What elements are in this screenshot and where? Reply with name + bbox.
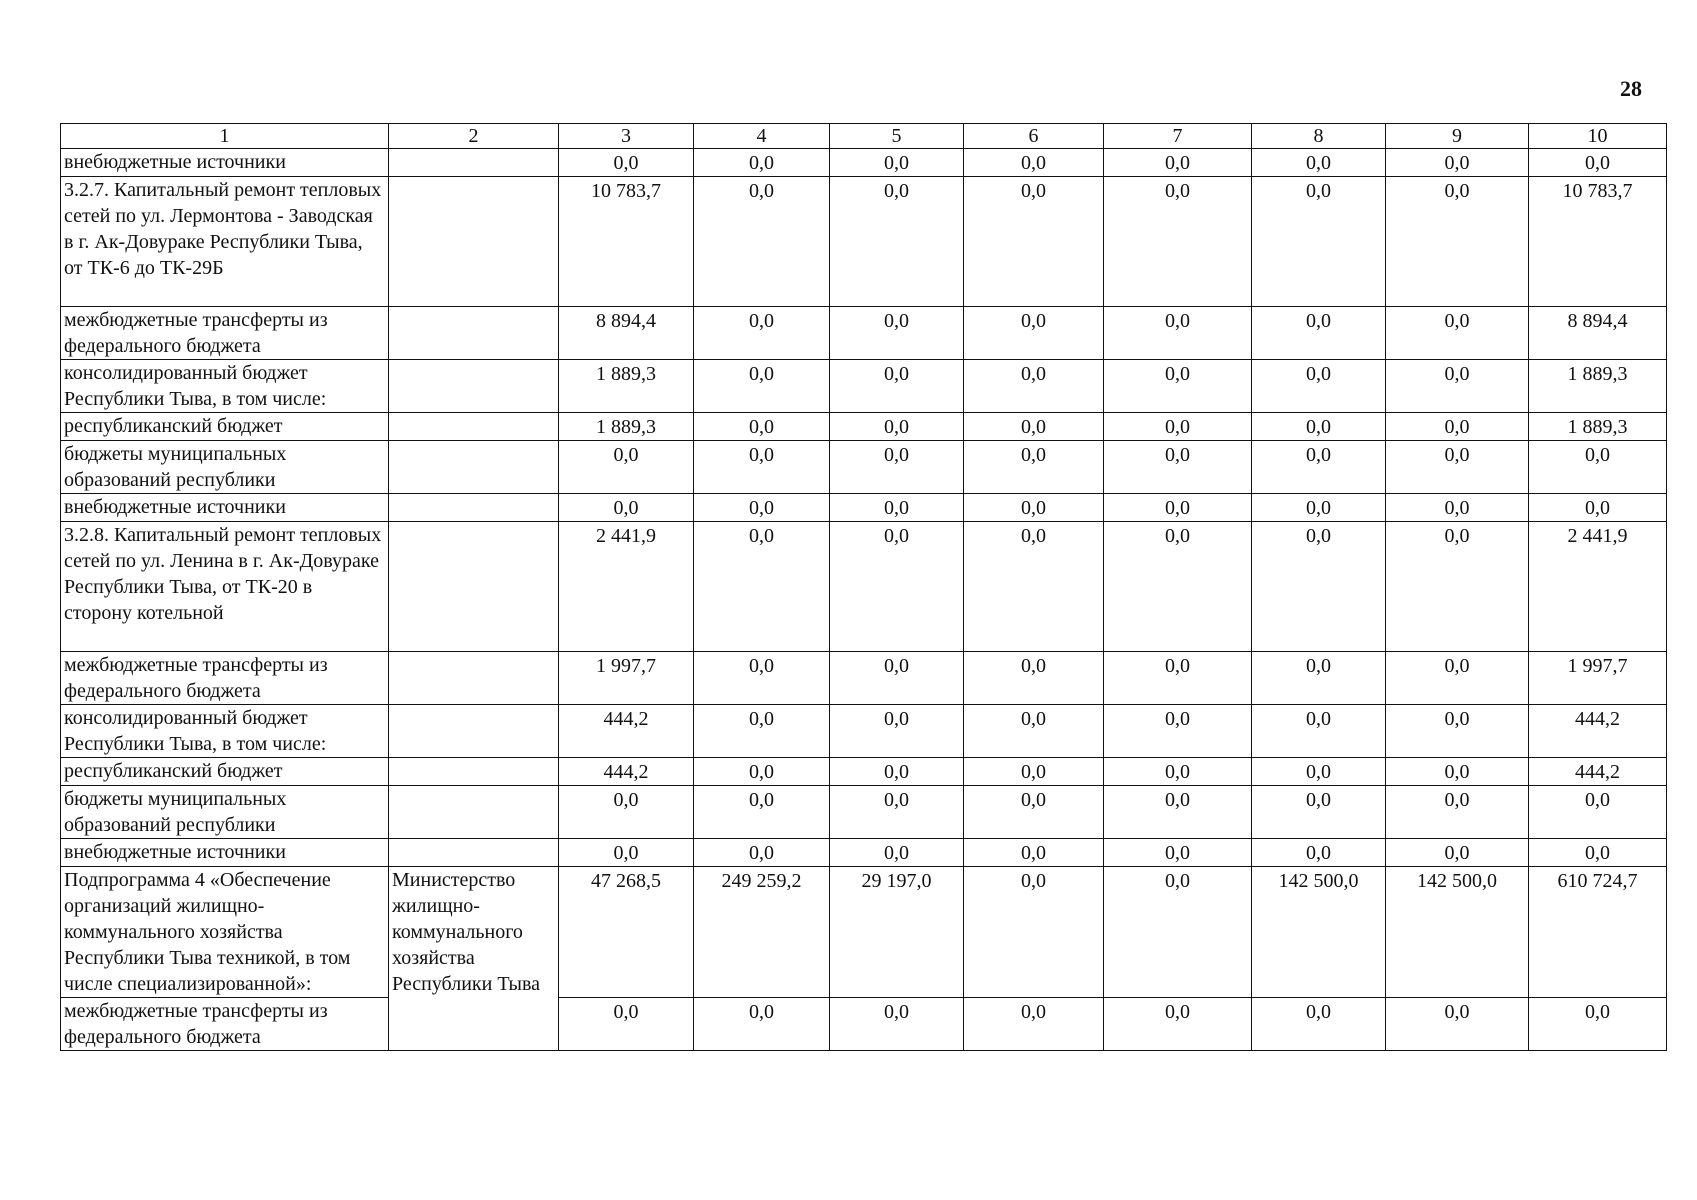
value-cell: 0,0 <box>1386 360 1529 413</box>
value-cell: 0,0 <box>1104 307 1252 360</box>
value-cell: 0,0 <box>559 494 694 522</box>
value-cell: 0,0 <box>1252 149 1386 177</box>
value-cell: 0,0 <box>1104 867 1252 998</box>
header-row <box>61 124 1667 149</box>
value-cell: 0,0 <box>964 867 1104 998</box>
value-cell: 0,0 <box>1252 360 1386 413</box>
column-header: 10 <box>1529 124 1667 149</box>
column-header: 7 <box>1104 124 1252 149</box>
page-number: 28 <box>1620 76 1642 101</box>
value-cell: 0,0 <box>1104 705 1252 758</box>
value-cell: 0,0 <box>830 413 964 441</box>
value-cell: 0,0 <box>1104 522 1252 652</box>
value-cell: 0,0 <box>1104 494 1252 522</box>
empty-cell <box>389 307 559 360</box>
value-cell: 0,0 <box>1386 652 1529 705</box>
value-cell: 0,0 <box>1252 494 1386 522</box>
table-row <box>61 786 1667 839</box>
value-cell: 0,0 <box>830 522 964 652</box>
empty-cell <box>389 705 559 758</box>
empty-cell <box>389 758 559 786</box>
table-row <box>61 307 1667 360</box>
value-cell: 0,0 <box>830 494 964 522</box>
value-cell: 0,0 <box>1529 839 1667 867</box>
value-cell: 0,0 <box>1104 441 1252 494</box>
table-row <box>61 441 1667 494</box>
value-cell: 0,0 <box>830 441 964 494</box>
value-cell: 0,0 <box>1252 307 1386 360</box>
row-label: республиканский бюджет <box>61 758 389 786</box>
row-label: бюджеты муниципальных образований республики <box>61 441 389 494</box>
value-cell: 142 500,0 <box>1252 867 1386 998</box>
empty-cell <box>389 522 559 652</box>
budget-table <box>60 123 1667 1051</box>
empty-cell <box>389 149 559 177</box>
value-cell: 0,0 <box>1252 177 1386 307</box>
value-cell: 0,0 <box>694 441 830 494</box>
empty-cell <box>389 360 559 413</box>
table-row <box>61 652 1667 705</box>
value-cell: 29 197,0 <box>830 867 964 998</box>
value-cell: 0,0 <box>1252 652 1386 705</box>
value-cell: 0,0 <box>694 149 830 177</box>
value-cell: 0,0 <box>694 494 830 522</box>
row-label: республиканский бюджет <box>61 413 389 441</box>
value-cell: 0,0 <box>964 360 1104 413</box>
value-cell: 0,0 <box>694 652 830 705</box>
value-cell: 1 889,3 <box>559 413 694 441</box>
value-cell: 0,0 <box>1386 307 1529 360</box>
row-label: внебюджетные источники <box>61 494 389 522</box>
value-cell: 0,0 <box>559 839 694 867</box>
value-cell: 0,0 <box>694 705 830 758</box>
value-cell: 0,0 <box>694 522 830 652</box>
value-cell: 0,0 <box>964 839 1104 867</box>
row-label: внебюджетные источники <box>61 149 389 177</box>
value-cell: 0,0 <box>964 413 1104 441</box>
value-cell: 0,0 <box>1386 177 1529 307</box>
value-cell: 0,0 <box>964 307 1104 360</box>
value-cell: 444,2 <box>1529 758 1667 786</box>
empty-cell <box>389 786 559 839</box>
value-cell: 0,0 <box>964 652 1104 705</box>
responsible-executor: Министерство жилищно-коммунального хозяйства Республики Тыва <box>389 867 559 1051</box>
value-cell: 444,2 <box>559 758 694 786</box>
value-cell: 444,2 <box>1529 705 1667 758</box>
empty-cell <box>389 652 559 705</box>
value-cell: 0,0 <box>830 307 964 360</box>
value-cell: 0,0 <box>559 786 694 839</box>
value-cell: 0,0 <box>1386 758 1529 786</box>
value-cell: 8 894,4 <box>1529 307 1667 360</box>
value-cell: 0,0 <box>964 522 1104 652</box>
value-cell: 0,0 <box>1529 998 1667 1051</box>
row-label: 3.2.7. Капитальный ремонт тепловых сетей по ул. Лермонтова - Заводская в г. Ак-Довураке Республики Тыва, от ТК-6 до ТК-29Б <box>61 177 389 307</box>
column-header: 1 <box>61 124 389 149</box>
row-label: внебюджетные источники <box>61 839 389 867</box>
value-cell: 2 441,9 <box>1529 522 1667 652</box>
value-cell: 0,0 <box>964 786 1104 839</box>
value-cell: 249 259,2 <box>694 867 830 998</box>
row-label: консолидированный бюджет Республики Тыва, в том числе: <box>61 705 389 758</box>
value-cell: 0,0 <box>830 839 964 867</box>
table-row <box>61 867 1667 998</box>
value-cell: 1 997,7 <box>1529 652 1667 705</box>
value-cell: 1 889,3 <box>559 360 694 413</box>
value-cell: 0,0 <box>694 998 830 1051</box>
table-row <box>61 149 1667 177</box>
value-cell: 0,0 <box>1386 786 1529 839</box>
column-header: 9 <box>1386 124 1529 149</box>
value-cell: 0,0 <box>1104 360 1252 413</box>
table-row <box>61 705 1667 758</box>
value-cell: 0,0 <box>964 177 1104 307</box>
value-cell: 0,0 <box>1386 705 1529 758</box>
column-header: 2 <box>389 124 559 149</box>
row-label: 3.2.8. Капитальный ремонт тепловых сетей по ул. Ленина в г. Ак-Довураке Республики Тыва, от ТК-20 в сторону котельной <box>61 522 389 652</box>
value-cell: 0,0 <box>1252 758 1386 786</box>
value-cell: 0,0 <box>1386 149 1529 177</box>
value-cell: 0,0 <box>830 998 964 1051</box>
value-cell: 0,0 <box>559 149 694 177</box>
value-cell: 0,0 <box>1529 441 1667 494</box>
value-cell: 0,0 <box>1252 786 1386 839</box>
value-cell: 0,0 <box>694 758 830 786</box>
value-cell: 0,0 <box>1104 149 1252 177</box>
value-cell: 2 441,9 <box>559 522 694 652</box>
value-cell: 0,0 <box>559 998 694 1051</box>
value-cell: 1 889,3 <box>1529 413 1667 441</box>
table-row <box>61 758 1667 786</box>
value-cell: 0,0 <box>830 177 964 307</box>
value-cell: 8 894,4 <box>559 307 694 360</box>
value-cell: 0,0 <box>964 441 1104 494</box>
row-label: межбюджетные трансферты из федерального бюджета <box>61 998 389 1051</box>
value-cell: 1 889,3 <box>1529 360 1667 413</box>
value-cell: 0,0 <box>830 758 964 786</box>
value-cell: 0,0 <box>1529 494 1667 522</box>
value-cell: 0,0 <box>1386 494 1529 522</box>
value-cell: 0,0 <box>1386 522 1529 652</box>
table-row <box>61 177 1667 307</box>
value-cell: 0,0 <box>694 177 830 307</box>
table-row <box>61 360 1667 413</box>
value-cell: 0,0 <box>1252 522 1386 652</box>
value-cell: 0,0 <box>830 149 964 177</box>
value-cell: 0,0 <box>694 413 830 441</box>
value-cell: 142 500,0 <box>1386 867 1529 998</box>
row-label: межбюджетные трансферты из федерального бюджета <box>61 652 389 705</box>
table-row <box>61 494 1667 522</box>
column-header: 3 <box>559 124 694 149</box>
table-row <box>61 998 1667 1051</box>
value-cell: 0,0 <box>1104 652 1252 705</box>
value-cell: 0,0 <box>1104 177 1252 307</box>
empty-cell <box>389 839 559 867</box>
value-cell: 47 268,5 <box>559 867 694 998</box>
value-cell: 0,0 <box>1386 441 1529 494</box>
value-cell: 444,2 <box>559 705 694 758</box>
value-cell: 0,0 <box>964 494 1104 522</box>
value-cell: 0,0 <box>1104 413 1252 441</box>
value-cell: 0,0 <box>1104 839 1252 867</box>
table-row <box>61 522 1667 652</box>
value-cell: 10 783,7 <box>1529 177 1667 307</box>
value-cell: 0,0 <box>694 786 830 839</box>
value-cell: 0,0 <box>1529 786 1667 839</box>
value-cell: 0,0 <box>1252 998 1386 1051</box>
value-cell: 0,0 <box>1252 413 1386 441</box>
value-cell: 0,0 <box>1252 705 1386 758</box>
value-cell: 0,0 <box>830 360 964 413</box>
value-cell: 0,0 <box>1104 758 1252 786</box>
table-row <box>61 839 1667 867</box>
value-cell: 0,0 <box>964 998 1104 1051</box>
column-header: 8 <box>1252 124 1386 149</box>
value-cell: 0,0 <box>1386 839 1529 867</box>
value-cell: 0,0 <box>1252 441 1386 494</box>
value-cell: 0,0 <box>694 307 830 360</box>
value-cell: 1 997,7 <box>559 652 694 705</box>
row-label: Подпрограмма 4 «Обеспечение организаций жилищно-коммунального хозяйства Республики Тыва техникой, в том числе специализированной»: <box>61 867 389 998</box>
value-cell: 0,0 <box>830 652 964 705</box>
value-cell: 0,0 <box>559 441 694 494</box>
value-cell: 0,0 <box>830 705 964 758</box>
value-cell: 10 783,7 <box>559 177 694 307</box>
value-cell: 0,0 <box>1529 149 1667 177</box>
column-header: 4 <box>694 124 830 149</box>
row-label: межбюджетные трансферты из федерального бюджета <box>61 307 389 360</box>
value-cell: 0,0 <box>1386 998 1529 1051</box>
empty-cell <box>389 441 559 494</box>
column-header: 5 <box>830 124 964 149</box>
value-cell: 0,0 <box>1104 998 1252 1051</box>
empty-cell <box>389 413 559 441</box>
value-cell: 0,0 <box>964 758 1104 786</box>
value-cell: 0,0 <box>694 360 830 413</box>
row-label: бюджеты муниципальных образований республики <box>61 786 389 839</box>
value-cell: 0,0 <box>830 786 964 839</box>
empty-cell <box>389 177 559 307</box>
empty-cell <box>389 494 559 522</box>
row-label: консолидированный бюджет Республики Тыва, в том числе: <box>61 360 389 413</box>
value-cell: 0,0 <box>1386 413 1529 441</box>
value-cell: 610 724,7 <box>1529 867 1667 998</box>
table-row <box>61 413 1667 441</box>
value-cell: 0,0 <box>964 149 1104 177</box>
value-cell: 0,0 <box>694 839 830 867</box>
value-cell: 0,0 <box>964 705 1104 758</box>
value-cell: 0,0 <box>1104 786 1252 839</box>
value-cell: 0,0 <box>1252 839 1386 867</box>
column-header: 6 <box>964 124 1104 149</box>
